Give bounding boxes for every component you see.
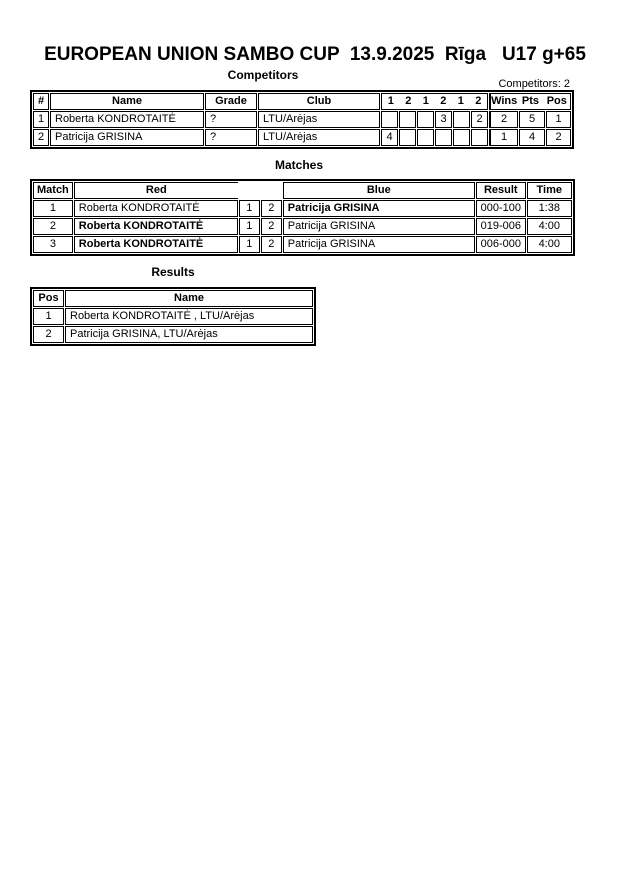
pts-col-label: Pts xyxy=(521,95,540,107)
score-cell: 4 xyxy=(381,129,398,146)
match-red-name: Roberta KONDROTAITĖ xyxy=(74,218,238,235)
matches-col-corner1 xyxy=(239,182,260,199)
competitor-grade: ? xyxy=(205,129,257,146)
page-title: EUROPEAN UNION SAMBO CUP 13.9.2025 Rīga U17 g+65 xyxy=(44,44,586,65)
competitor-row xyxy=(33,111,571,128)
match-corner1: 1 xyxy=(239,200,260,217)
match-num: 3 xyxy=(33,236,73,253)
matches-col-red: Red xyxy=(74,182,238,199)
competitor-num: 2 xyxy=(33,129,49,146)
match-result: 019-006 xyxy=(476,218,526,235)
competitors-col-club: Club xyxy=(258,93,380,110)
matches-col-time: Time xyxy=(527,182,572,199)
match-corner2: 2 xyxy=(261,236,282,253)
competitors-col-num: # xyxy=(33,93,49,110)
matches-col-blue: Blue xyxy=(283,182,475,199)
match-blue-name: Patricija GRISINA xyxy=(283,200,475,217)
match-red-name: Roberta KONDROTAITĖ xyxy=(74,200,238,217)
competitors-col-rounds xyxy=(381,93,488,110)
result-pos: 2 xyxy=(33,326,64,343)
competitor-pts: 5 xyxy=(519,111,545,128)
result-pos: 1 xyxy=(33,308,64,325)
match-num: 1 xyxy=(33,200,73,217)
competitors-count: Competitors: 2 xyxy=(498,78,570,90)
matches-col-match: Match xyxy=(33,182,73,199)
match-red-name: Roberta KONDROTAITĖ xyxy=(74,236,238,253)
match-corner1: 1 xyxy=(239,218,260,235)
match-row xyxy=(33,218,572,235)
competitor-name: Roberta KONDROTAITĖ xyxy=(50,111,204,128)
result-name: Patricija GRISINA, LTU/Arėjas xyxy=(65,326,313,343)
score-cell xyxy=(381,111,398,128)
match-corner2: 2 xyxy=(261,218,282,235)
pos-col-label: Pos xyxy=(546,95,567,107)
result-name: Roberta KONDROTAITĖ , LTU/Arėjas xyxy=(65,308,313,325)
match-result: 000-100 xyxy=(476,200,526,217)
match-num: 2 xyxy=(33,218,73,235)
match-corner2: 2 xyxy=(261,200,282,217)
wins-col-label: Wins xyxy=(491,95,518,107)
round-col-label: 2 xyxy=(440,95,447,107)
round-col-label: 1 xyxy=(422,95,429,107)
results-header-row xyxy=(33,290,313,307)
competitor-pts: 4 xyxy=(519,129,545,146)
results-table xyxy=(30,287,316,346)
score-cell xyxy=(453,111,470,128)
score-cell xyxy=(471,129,488,146)
score-cell xyxy=(453,129,470,146)
score-cell xyxy=(417,129,434,146)
competitor-name: Patricija GRISINA xyxy=(50,129,204,146)
matches-col-corner2 xyxy=(261,182,282,199)
result-row xyxy=(33,326,313,343)
match-row xyxy=(33,200,572,217)
score-cell xyxy=(399,129,416,146)
match-corner1: 1 xyxy=(239,236,260,253)
competitors-section-heading: Competitors xyxy=(227,68,299,82)
score-cell: 3 xyxy=(435,111,452,128)
competitors-col-summary xyxy=(489,93,571,110)
match-blue-name: Patricija GRISINA xyxy=(283,236,475,253)
match-time: 1:38 xyxy=(527,200,572,217)
round-col-label: 1 xyxy=(387,95,394,107)
results-col-name: Name xyxy=(65,290,313,307)
competitors-col-grade: Grade xyxy=(205,93,257,110)
score-cell: 2 xyxy=(471,111,488,128)
round-col-label: 2 xyxy=(475,95,482,107)
competitor-pos: 2 xyxy=(546,129,571,146)
competitors-header-row xyxy=(33,93,571,110)
result-row xyxy=(33,308,313,325)
results-section-heading: Results xyxy=(151,265,195,279)
competitor-grade: ? xyxy=(205,111,257,128)
competitor-wins: 1 xyxy=(489,129,518,146)
match-time: 4:00 xyxy=(527,218,572,235)
score-cell xyxy=(435,129,452,146)
competitor-wins: 2 xyxy=(489,111,518,128)
match-time: 4:00 xyxy=(527,236,572,253)
competitor-num: 1 xyxy=(33,111,49,128)
match-row xyxy=(33,236,572,253)
matches-col-result: Result xyxy=(476,182,526,199)
competitor-row xyxy=(33,129,571,146)
round-col-label: 2 xyxy=(405,95,412,107)
matches-section-heading: Matches xyxy=(274,158,324,172)
match-blue-name: Patricija GRISINA xyxy=(283,218,475,235)
matches-header-row xyxy=(33,182,572,199)
competitor-pos: 1 xyxy=(546,111,571,128)
score-cell xyxy=(399,111,416,128)
competitors-table xyxy=(30,90,574,149)
round-col-label: 1 xyxy=(457,95,464,107)
results-col-pos: Pos xyxy=(33,290,64,307)
competitor-club: LTU/Arėjas xyxy=(258,129,380,146)
competitors-col-name: Name xyxy=(50,93,204,110)
score-cell xyxy=(417,111,434,128)
matches-table xyxy=(30,179,575,256)
competitor-club: LTU/Arėjas xyxy=(258,111,380,128)
match-result: 006-000 xyxy=(476,236,526,253)
